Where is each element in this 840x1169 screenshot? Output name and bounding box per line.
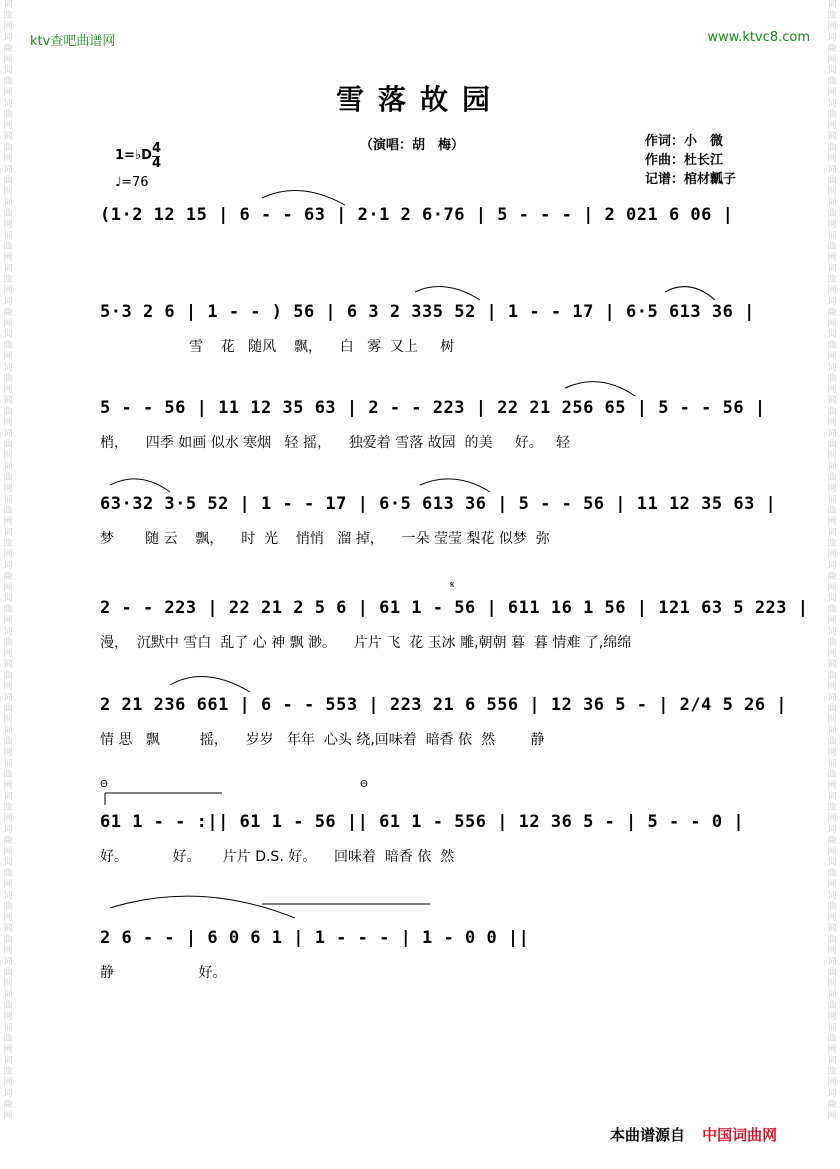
watermark-char: 曲	[3, 671, 13, 681]
watermark-char: 网	[3, 649, 13, 659]
watermark-char: 词	[827, 990, 837, 1000]
watermark-char: 词	[3, 924, 13, 934]
watermark-char: 网	[3, 946, 13, 956]
watermark-char: 词	[827, 561, 837, 571]
watermark-char: 曲	[3, 1001, 13, 1011]
watermark-char: 曲	[827, 440, 837, 450]
watermark-char: 网	[3, 154, 13, 164]
watermark-char: 网	[827, 1012, 837, 1022]
watermark-char: 词	[827, 462, 837, 472]
header-right-link[interactable]: www.ktvc8.com	[707, 30, 810, 45]
watermark-char: 词	[3, 330, 13, 340]
watermark-char: 网	[827, 913, 837, 923]
watermark-char: 网	[3, 319, 13, 329]
watermark-char: 曲	[3, 605, 13, 615]
watermark-char: 网	[827, 715, 837, 725]
watermark-char: 词	[827, 1056, 837, 1066]
watermark-char: 词	[827, 363, 837, 373]
watermark-char: 曲	[827, 1001, 837, 1011]
watermark-char: 网	[827, 583, 837, 593]
staff-line-lyrics: 漫， 沉默中 雪白 乱了 心 神 飘 渺。 片片 飞 花 玉冰 雕,朝朝 暮 暮 情难 了,绵绵	[100, 635, 632, 651]
slur-mark	[262, 190, 345, 205]
watermark-char: 词	[827, 957, 837, 967]
watermark-char: 曲	[827, 539, 837, 549]
watermark-char: 词	[827, 627, 837, 637]
watermark-char: 曲	[3, 110, 13, 120]
watermark-char: 曲	[827, 407, 837, 417]
watermark-char: 网	[3, 550, 13, 560]
watermark-char: 曲	[3, 308, 13, 318]
watermark-char: 曲	[827, 803, 837, 813]
watermark-char: 网	[3, 253, 13, 263]
watermark-char: 网	[3, 418, 13, 428]
watermark-char: 网	[827, 517, 837, 527]
watermark-char: 词	[827, 528, 837, 538]
composer-credit: 作曲：杜长江	[645, 153, 724, 168]
watermark-char: 网	[827, 22, 837, 32]
lyricist-credit: 作词：小 微	[645, 134, 724, 149]
watermark-char: 曲	[827, 110, 837, 120]
watermark-char: 曲	[3, 1034, 13, 1044]
footer-source-site[interactable]: 中国词曲网	[702, 1126, 778, 1144]
watermark-char: 词	[3, 528, 13, 538]
watermark-char: 曲	[3, 275, 13, 285]
watermark-char: 词	[3, 132, 13, 142]
slur-mark	[110, 479, 170, 492]
slur-mark	[565, 382, 635, 396]
watermark-char: 曲	[3, 1100, 13, 1110]
watermark-char: 曲	[3, 1067, 13, 1077]
watermark-char: 曲	[3, 44, 13, 54]
watermark-char: 词	[827, 66, 837, 76]
watermark-char: 曲	[3, 869, 13, 879]
watermark-char: 网	[827, 550, 837, 560]
watermark-char: 曲	[827, 869, 837, 879]
watermark-char: 词	[3, 1089, 13, 1099]
watermark-char: 网	[827, 946, 837, 956]
watermark-char: 网	[3, 121, 13, 131]
watermark-char: 网	[827, 814, 837, 824]
watermark-char: 曲	[3, 176, 13, 186]
watermark-char: 网	[3, 781, 13, 791]
watermark-char: 网	[3, 880, 13, 890]
watermark-char: 词	[3, 99, 13, 109]
watermark-char: 网	[827, 616, 837, 626]
watermark-char: 网	[827, 847, 837, 857]
song-title: 雪落故园	[335, 83, 504, 116]
watermark-char: 网	[3, 22, 13, 32]
staff-line-notes: 2 21 236 661 | 6 - - 553 | 223 21 6 556 | 12 36 5 - | 2/4 5 26 |	[100, 695, 788, 715]
watermark-char: 网	[3, 682, 13, 692]
staff-line-notes: 63·32 3·5 52 | 1 - - 17 | 6·5 613 36 | 5 - - 56 | 11 12 35 63 |	[100, 494, 777, 514]
watermark-char: 网	[3, 220, 13, 230]
watermark-char: 网	[3, 913, 13, 923]
watermark-char: 网	[3, 1078, 13, 1088]
watermark-char: 曲	[3, 902, 13, 912]
watermark-char: 曲	[827, 44, 837, 54]
watermark-char: 词	[827, 726, 837, 736]
watermark-char: 曲	[3, 572, 13, 582]
watermark-char: 词	[3, 726, 13, 736]
watermark-char: 词	[827, 264, 837, 274]
watermark-char: 曲	[827, 902, 837, 912]
watermark-char: 曲	[827, 638, 837, 648]
watermark-char: 曲	[3, 440, 13, 450]
watermark-char: 曲	[827, 836, 837, 846]
watermark-char: 词	[827, 495, 837, 505]
watermark-char: 网	[827, 253, 837, 263]
staff-line-lyrics: 情 思 飘 摇， 岁岁 年年 心头 绕,回味着 暗香 依 然 静	[100, 732, 545, 748]
time-signature-bottom: 4	[152, 156, 162, 171]
watermark-char: 词	[3, 693, 13, 703]
watermark-char: 词	[827, 330, 837, 340]
header-left-link[interactable]: ktv查吧曲谱网	[30, 34, 116, 49]
watermark-char: 网	[3, 715, 13, 725]
watermark-char: 网	[827, 682, 837, 692]
watermark-char: 曲	[3, 143, 13, 153]
watermark-char: 词	[827, 1089, 837, 1099]
watermark-char: 词	[3, 66, 13, 76]
watermark-char: 网	[3, 484, 13, 494]
segno-sign: 𝄋	[450, 580, 455, 591]
watermark-char: 曲	[3, 407, 13, 417]
watermark-char: 曲	[827, 671, 837, 681]
staff-line-notes: 5·3 2 6 | 1 - - ) 56 | 6 3 2 335 52 | 1 - - 17 | 6·5 613 36 |	[100, 302, 755, 322]
watermark-char: 词	[3, 1056, 13, 1066]
watermark-char: 词	[3, 231, 13, 241]
watermark-char: 网	[3, 847, 13, 857]
watermark-char: 网	[827, 649, 837, 659]
watermark-char: 词	[3, 858, 13, 868]
staff-line-notes: 5 - - 56 | 11 12 35 63 | 2 - - 223 | 22 21 256 65 | 5 - - 56 |	[100, 398, 766, 418]
watermark-char: 词	[3, 33, 13, 43]
watermark-char: 曲	[827, 275, 837, 285]
watermark-char: 词	[827, 165, 837, 175]
staff-line-lyrics: 梢， 四季 如画 似水 寒烟 轻 摇， 独爱着 雪落 故园 的美 好。 轻	[100, 435, 571, 451]
watermark-char: 词	[827, 99, 837, 109]
watermark-char: 网	[3, 979, 13, 989]
watermark-char: 网	[827, 748, 837, 758]
slur-mark	[415, 287, 480, 300]
watermark-char: 曲	[3, 473, 13, 483]
watermark-char: 网	[827, 55, 837, 65]
watermark-char: 曲	[3, 737, 13, 747]
watermark-char: 网	[3, 55, 13, 65]
watermark-char: 词	[827, 924, 837, 934]
watermark-char: 曲	[3, 935, 13, 945]
watermark-char: 曲	[3, 242, 13, 252]
watermark-char: 网	[3, 451, 13, 461]
watermark-char: 词	[827, 429, 837, 439]
watermark-char: 词	[3, 165, 13, 175]
staff-line-lyrics: 好。 好。 片片 D.S. 好。 回味着 暗香 依 然	[100, 849, 455, 865]
staff-line-notes: (1·2 12 15 | 6 - - 63 | 2·1 2 6·76 | 5 - - - | 2 021 6 06 |	[100, 205, 734, 225]
watermark-char: 词	[3, 957, 13, 967]
watermark-char: 曲	[827, 572, 837, 582]
watermark-char: 词	[3, 825, 13, 835]
watermark-char: 曲	[827, 935, 837, 945]
watermark-char: 曲	[827, 968, 837, 978]
watermark-char: 网	[3, 616, 13, 626]
coda-sign: Θ	[360, 779, 368, 790]
watermark-char: 词	[827, 693, 837, 703]
watermark-char: 词	[3, 561, 13, 571]
watermark-char: 曲	[827, 473, 837, 483]
watermark-char: 网	[827, 187, 837, 197]
watermark-char: 词	[3, 396, 13, 406]
watermark-char: 曲	[827, 77, 837, 87]
watermark-char: 网	[3, 1111, 13, 1121]
watermark-char: 网	[3, 1045, 13, 1055]
watermark-char: 词	[827, 759, 837, 769]
watermark-char: 曲	[827, 770, 837, 780]
watermark-char: 曲	[3, 836, 13, 846]
watermark-char: 曲	[827, 242, 837, 252]
watermark-char: 词	[3, 594, 13, 604]
watermark-char: 曲	[3, 506, 13, 516]
watermark-char: 词	[827, 594, 837, 604]
footer-source	[610, 1124, 777, 1145]
watermark-char: 网	[827, 418, 837, 428]
watermark-char: 网	[827, 154, 837, 164]
watermark-char: 网	[3, 583, 13, 593]
watermark-char: 曲	[827, 737, 837, 747]
watermark-char: 词	[827, 198, 837, 208]
performer: （演唱：胡 梅）	[360, 138, 465, 153]
watermark-char: 曲	[3, 968, 13, 978]
watermark-char: 曲	[827, 176, 837, 186]
watermark-char: 曲	[827, 11, 837, 21]
watermark-char: 词	[3, 429, 13, 439]
watermark-char: 词	[3, 660, 13, 670]
watermark-char: 网	[3, 286, 13, 296]
staff-line-notes: 2 - - 223 | 22 21 2 5 6 | 61 1 - 56 | 611 16 1 56 | 121 63 5 223 |	[100, 598, 809, 618]
watermark-char: 网	[827, 1111, 837, 1121]
watermark-char: 网	[827, 352, 837, 362]
staff-line-notes: 61 1 - - :|| 61 1 - 56 || 61 1 - 556 | 12 36 5 - | 5 - - 0 |	[100, 812, 745, 832]
watermark-char: 曲	[827, 341, 837, 351]
watermark-char: 词	[3, 0, 13, 10]
watermark-char: 词	[827, 825, 837, 835]
watermark-char: 曲	[827, 209, 837, 219]
watermark-char: 网	[3, 187, 13, 197]
watermark-char: 词	[3, 759, 13, 769]
watermark-char: 词	[3, 363, 13, 373]
transcriber-credit: 记谱：棺材瓤子	[645, 172, 737, 187]
watermark-char: 曲	[3, 539, 13, 549]
watermark-char: 网	[827, 385, 837, 395]
watermark-char: 网	[827, 979, 837, 989]
watermark-char: 网	[827, 88, 837, 98]
watermark-char: 词	[827, 1023, 837, 1033]
watermark-char: 词	[827, 297, 837, 307]
watermark-char: 词	[3, 891, 13, 901]
watermark-char: 词	[827, 792, 837, 802]
key-signature: 1=♭D	[115, 148, 152, 163]
watermark-char: 网	[827, 121, 837, 131]
watermark-char: 词	[3, 264, 13, 274]
watermark-char: 曲	[827, 1034, 837, 1044]
watermark-char: 词	[827, 132, 837, 142]
slur-mark	[665, 287, 715, 300]
watermark-char: 曲	[827, 143, 837, 153]
watermark-char: 曲	[3, 77, 13, 87]
watermark-char: 词	[3, 198, 13, 208]
watermark-char: 词	[827, 231, 837, 241]
watermark-char: 曲	[827, 506, 837, 516]
slur-mark	[110, 896, 295, 918]
watermark-char: 网	[827, 880, 837, 890]
slur-mark	[170, 676, 250, 692]
watermark-char: 网	[3, 1012, 13, 1022]
watermark-char: 词	[3, 495, 13, 505]
watermark-char: 网	[3, 352, 13, 362]
watermark-char: 网	[827, 451, 837, 461]
watermark-char: 网	[827, 1078, 837, 1088]
watermark-char: 网	[827, 484, 837, 494]
watermark-char: 词	[3, 1023, 13, 1033]
watermark-char: 网	[827, 319, 837, 329]
watermark-char: 词	[3, 990, 13, 1000]
watermark-char: 词	[3, 627, 13, 637]
coda-sign: Θ	[100, 779, 108, 790]
slur-mark	[420, 479, 490, 492]
watermark-char: 网	[3, 748, 13, 758]
watermark-char: 网	[827, 781, 837, 791]
watermark-char: 曲	[827, 704, 837, 714]
watermark-char: 词	[3, 462, 13, 472]
watermark-char: 词	[3, 297, 13, 307]
staff-line-notes: 2 6 - - | 6 0 6 1 | 1 - - - | 1 - 0 0 ||	[100, 928, 530, 948]
watermark-char: 网	[3, 517, 13, 527]
watermark-char: 词	[827, 660, 837, 670]
watermark-char: 网	[3, 88, 13, 98]
staff-line-lyrics: 雪 花 随风 飘， 白 雾 又上 树	[100, 339, 455, 355]
watermark-char: 曲	[3, 803, 13, 813]
tempo-marking: ♩=76	[115, 175, 149, 190]
watermark-char: 曲	[3, 770, 13, 780]
watermark-char: 词	[827, 858, 837, 868]
watermark-char: 曲	[827, 1100, 837, 1110]
watermark-char: 曲	[827, 374, 837, 384]
watermark-char: 曲	[3, 209, 13, 219]
watermark-char: 词	[3, 792, 13, 802]
watermark-char: 词	[827, 33, 837, 43]
staff-line-lyrics: 梦 随 云 飘， 时 光 悄悄 溜 掉， 一朵 莹莹 梨花 似梦 弥	[100, 531, 550, 547]
watermark-char: 曲	[3, 638, 13, 648]
watermark-char: 曲	[3, 341, 13, 351]
watermark-char: 曲	[827, 308, 837, 318]
footer-source-label: 本曲谱源自	[610, 1126, 686, 1144]
watermark-char: 网	[827, 286, 837, 296]
watermark-char: 网	[827, 1045, 837, 1055]
watermark-char: 曲	[3, 374, 13, 384]
watermark-char: 曲	[3, 704, 13, 714]
watermark-char: 词	[827, 396, 837, 406]
watermark-char: 词	[827, 891, 837, 901]
watermark-char: 网	[3, 385, 13, 395]
watermark-char: 网	[827, 220, 837, 230]
watermark-char: 网	[3, 814, 13, 824]
watermark-char: 曲	[827, 605, 837, 615]
staff-line-lyrics: 静 好。	[100, 965, 227, 981]
watermark-char: 曲	[3, 11, 13, 21]
time-signature-top: 4	[152, 141, 162, 156]
watermark-char: 词	[827, 0, 837, 10]
watermark-char: 曲	[827, 1067, 837, 1077]
